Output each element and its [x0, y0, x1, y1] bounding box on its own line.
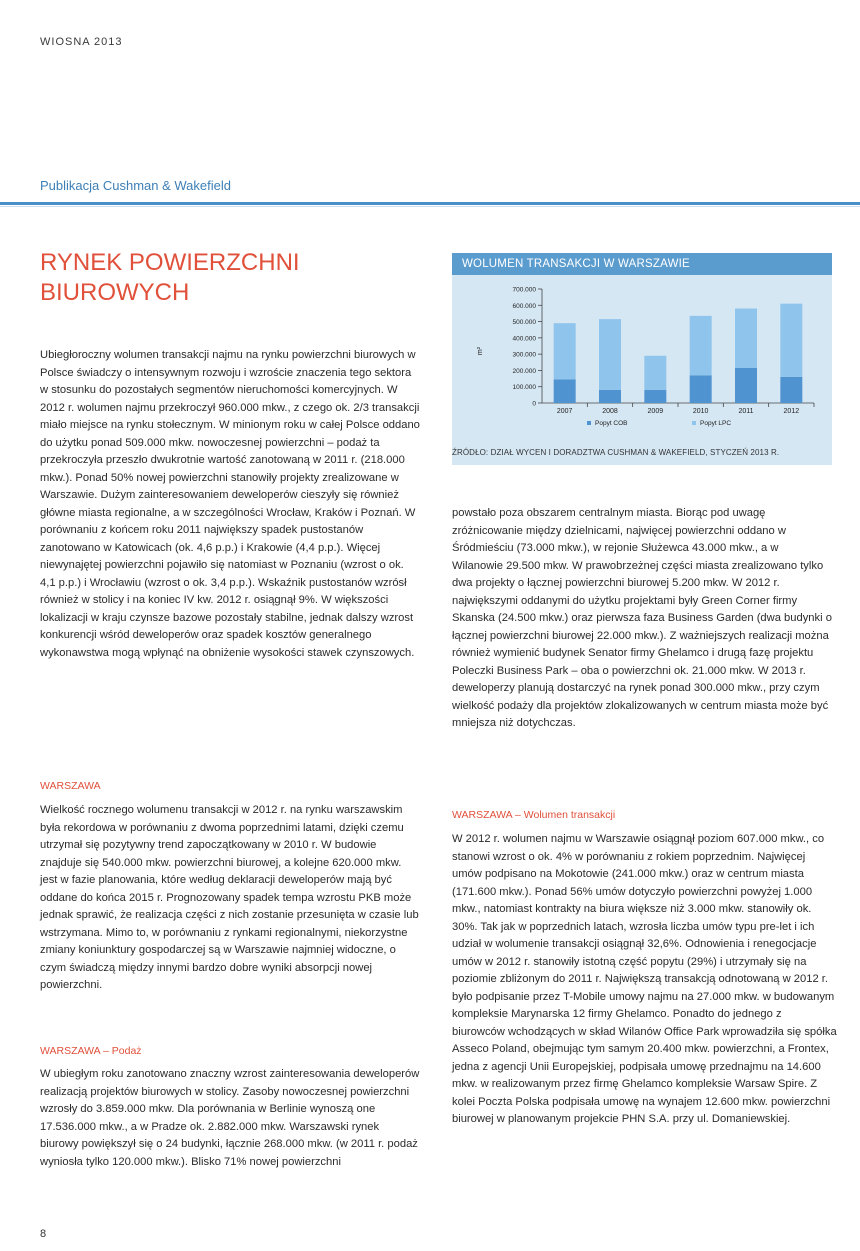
x-tick-label: 2011: [738, 408, 754, 415]
paragraph-text: Ubiegłoroczny wolumen transakcji najmu na rynku powierzchni biurowych w Polsce świadczy o intensywnym rozwoju i wzroście znaczenia tego sektora w stosunku do pozostałych segmentów nieruchomości komercyjnych. W 2012 r. wolumen najmu przekroczył 960.000 mkw., z czego ok. 2/3 transakcji miało miejsce na rynku stołecznym. W minionym roku w całej Polsce oddano do użytku ponad 509.000 mkw. nowoczesnej powierzchni – podaż ta przekroczyła przeszło dwukrotnie wartość zanotowaną w 2011 r. (218.000 mkw.). Ponad 50% nowej powierzchni stanowiły projekty zrealizowane w Warszawie. Dużym zainteresowaniem deweloperów cieszyły się również główne miasta regionalne, a w szczególności Wrocław, Kraków i Poznań. W porównaniu z końcem roku 2011 największy spadek pustostanów zanotowano w Katowicach (ok. 4,6 p.p.) i Krakowie (4,4 p.p.). Więcej niewynajętej powierzchni pojawiło się natomiast w Poznaniu (wzrost o ok. 4,1 p.p.) i Wrocławiu (wzrost o ok. 3,4 p.p.). Wskaźnik pustostanów wzrósł również w stolicy i na koniec IV kw. 2012 r. osiągnął 9%. W większości lokalizacji w kraju czynsze bazowe pozostały stabilne, jednak dalszy wzrost konkurencji wśród deweloperów oraz spadek kosztów generalnego wykonawstwa mogą wpłynąć na obniżenie wysokości stawek czynszowych.: [40, 349, 420, 659]
season-label: WIOSNA 2013: [40, 36, 123, 48]
wolumen-paragraph: [452, 831, 837, 1129]
y-axis-label: m²: [477, 346, 484, 356]
page-title-line-2: BIUROWYCH: [40, 279, 190, 306]
legend-swatch: [587, 421, 591, 425]
y-tick-label: 500.000: [512, 319, 536, 327]
bar-cob: [780, 377, 802, 403]
publication-label: Publikacja Cushman & Wakefield: [40, 178, 231, 193]
continued-paragraph: [452, 505, 832, 733]
bar-lpc: [735, 309, 757, 368]
paragraph-text: W ubiegłym roku zanotowano znaczny wzrost zainteresowania deweloperów realizacją projektów biurowych w stolicy. Zasoby nowoczesnej powierzchni wzrosły do 3.859.000 mkw. Dla porównania w Berlinie wynoszą one 17.536.000 mkw., a w Pradze ok. 2.882.000 mkw. Warszawski rynek biurowy powiększył się o 24 budynki, łącznie 268.000 mkw. (w 2011 r. podaż wyniosła tylko 120.000 mkw.). Blisko 71% nowej powierzchni: [40, 1068, 420, 1168]
y-tick-label: 200.000: [512, 367, 536, 375]
paragraph-text: Wielkość rocznego wolumenu transakcji w 2012 r. na rynku warszawskim była rekordowa w porównaniu z dwoma poprzednimi latami, dzięki czemu utrzymał się pozytywny trend zapoczątkowany w 2010 r. W budowie znajduje się 540.000 mkw. powierzchni biurowej, a kolejne 620.000 mkw. jest w fazie planowania, które według deklaracji deweloperów mają być oddane do końca 2015 r. Prognozowany spadek tempa wzrostu PKB może jednak sprawić, że realizacja części z nich zostanie przesunięta w czasie lub wstrzymana. Mimo to, w porównaniu z rynkami regionalnymi, niekorzystne zmiany koniunktury gospodarczej są w Warszawie najmniej widoczne, o czym świadczą między innymi bardzo dobre wyniki absorpcji nowej powierzchni.: [40, 804, 419, 991]
bar-cob: [690, 375, 712, 403]
bar-lpc: [554, 323, 576, 379]
x-tick-label: 2012: [783, 408, 800, 415]
bar-lpc: [780, 304, 802, 377]
y-tick-label: 100.000: [512, 384, 536, 392]
header-divider-light: [0, 206, 860, 207]
chart-plot: [452, 275, 832, 440]
x-tick-label: 2010: [692, 408, 709, 415]
bar-cob: [554, 379, 576, 403]
y-tick-label: 300.000: [512, 351, 536, 359]
y-tick-label: 400.000: [512, 335, 536, 343]
chart-panel: [452, 253, 832, 465]
bar-cob: [735, 368, 757, 403]
y-tick-label: 0: [532, 400, 536, 408]
header-divider: [0, 202, 860, 205]
x-tick-label: 2008: [602, 408, 618, 415]
podaz-paragraph: [40, 1066, 420, 1171]
section-heading-wolumen: WARSZAWA – Wolumen transakcji: [452, 809, 616, 821]
paragraph-text: W 2012 r. wolumen najmu w Warszawie osiągnął poziom 607.000 mkw., co stanowi wzrost o ok. 4% w porównaniu z rokiem poprzednim. Najwięcej umów podpisano na Mokotowie (241.000 mkw.) oraz w centrum miasta (171.600 mkw.). Ponad 56% umów dotyczyło powierzchni powyżej 1.000 mkw., natomiast kontrakty na biura większe niż 3.000 mkw. stanowiły ok. 30%. Tak jak w poprzednich latach, wzrosła liczba umów typu pre-let i ich udział w wolumenie transakcji osiągnął 32,6%. Odnowienia i renegocjacje umów w 2012 r. stanowiły istotną część popytu (29%) i utrzymały się na poziomie zbliżonym do 2011 r. Największą transakcją odnotowaną w 2012 r. było podpisanie przez T-Mobile umowy najmu na 27.000 mkw. w budowanym kompleksie Marynarska 12 firmy Ghelamco. Ponadto do jednego z biurowców wchodzących w skład Wilanów Office Park wprowadziła się spółka Asseco Poland, obejmując tym samym 20.400 mkw. powierzchni, a Frontex, jedna z agencji Unii Europejskiej, podpisała umowę przednajmu na 14.600 mkw. w realizowanym przez firmę Ghelamco kompleksie Warsaw Spire. Z kolei Poczta Polska podpisała umowę na wynajem 12.600 mkw. powierzchni biurowej w planowanym projekcie PHN S.A. przy ul. Domaniewskiej.: [452, 833, 837, 1125]
intro-paragraph: [40, 347, 420, 662]
x-tick-label: 2007: [556, 408, 573, 415]
page-title: [40, 248, 370, 308]
bar-lpc: [599, 319, 621, 390]
legend-swatch: [692, 421, 696, 425]
legend-label: Popyt LPC: [700, 420, 732, 427]
chart-source: ŹRÓDŁO: DZIAŁ WYCEN I DORADZTWA CUSHMAN & WAKEFIELD, STYCZEŃ 2013 R.: [452, 448, 780, 457]
legend-label: Popyt COB: [595, 420, 628, 427]
bar-lpc: [690, 316, 712, 375]
warszawa-paragraph: [40, 802, 420, 995]
bar-lpc: [644, 356, 666, 390]
bar-cob: [599, 390, 621, 403]
section-heading-warszawa: WARSZAWA: [40, 780, 101, 792]
page-title-line-1: RYNEK POWIERZCHNI: [40, 249, 300, 276]
bar-cob: [644, 390, 666, 403]
paragraph-text: powstało poza obszarem centralnym miasta. Biorąc pod uwagę zróżnicowanie między dzielnicami, najwięcej powierzchni oddano w Śródmieściu (73.000 mkw.), w rejonie Służewca 43.000 mkw., a w Wilanowie 29.500 mkw. W prawobrzeżnej części miasta zrealizowano tylko dwa projekty o łącznej powierzchni biurowej 5.200 mkw. W 2012 r. największymi oddanymi do użytku projektami były Green Corner firmy Skanska (24.500 mkw.) oraz pierwsza faza Business Garden (dwa budynki o łącznej powierzchni biurowej 22.000 mkw.). Z ważniejszych realizacji można również wymienić budynek Senator firmy Ghelamco i drugą fazę projektu Poleczki Business Park – oba o powierzchni ok. 21.000 mkw. W 2013 r. deweloperzy planują dostarczyć na rynek ponad 300.000 mkw., przy czym wielkość podaży dla projektów zlokalizowanych w centrum miasta może być mniejsza niż dotychczas.: [452, 507, 832, 729]
y-tick-label: 600.000: [512, 302, 536, 310]
section-heading-podaz: WARSZAWA – Podaż: [40, 1045, 142, 1057]
x-tick-label: 2009: [647, 408, 664, 415]
page-number: 8: [40, 1228, 47, 1240]
y-tick-label: 700.000: [512, 286, 536, 294]
chart-title: WOLUMEN TRANSAKCJI W WARSZAWIE: [452, 253, 832, 275]
